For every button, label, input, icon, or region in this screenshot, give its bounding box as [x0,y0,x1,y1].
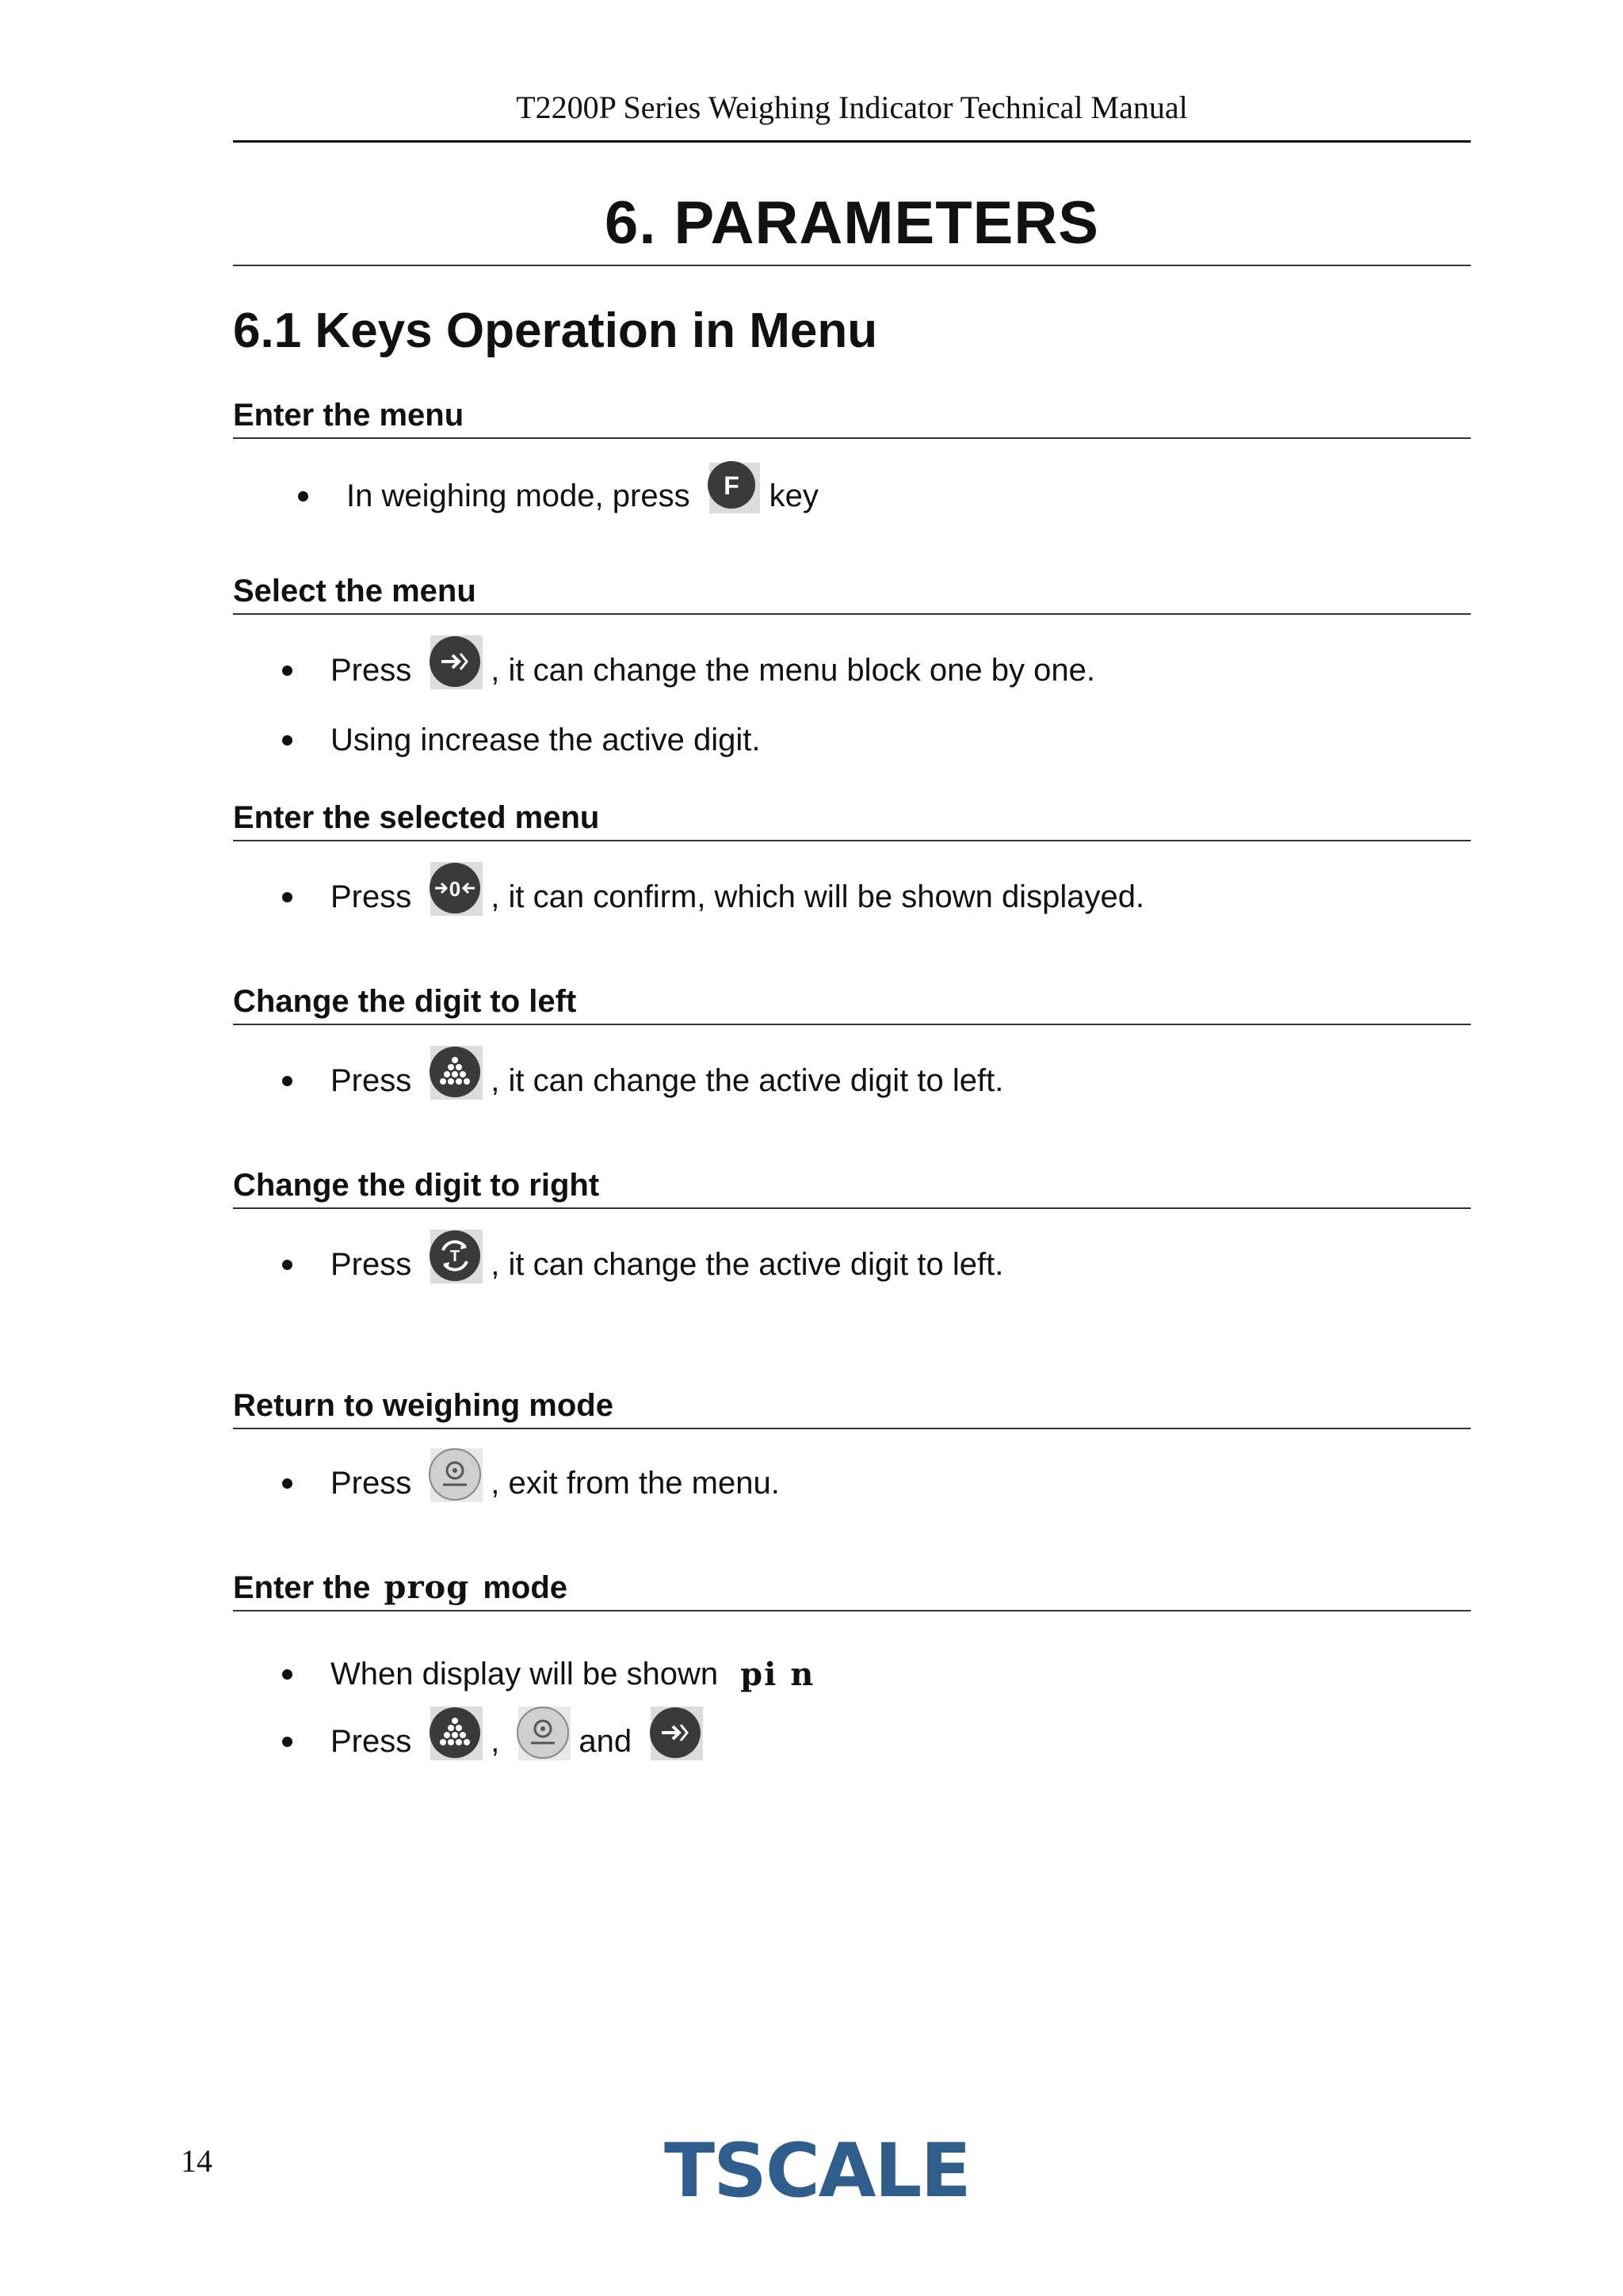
tscale-logo [664,2128,981,2207]
subheading-rule [233,1428,1471,1429]
instruction-text: , it can change the active digit to left. [491,1062,1004,1098]
instruction-text: Press [330,1246,412,1282]
list-item [282,650,1095,691]
svg-text:0: 0 [449,877,461,901]
subheading-rule [233,1610,1471,1611]
list-item [282,1244,1003,1285]
enter-arrow-key-icon [646,1703,705,1762]
bullet [282,1478,292,1489]
bullet [282,1737,292,1747]
instruction-text: , exit from the menu. [491,1465,780,1501]
subheading-select-menu: Select the menu [233,574,476,608]
count-key-icon [426,1043,484,1101]
list-item [282,723,761,758]
subheading-digit-left: Change the digit to left [233,984,577,1019]
subheading-digit-right: Change the digit to right [233,1168,600,1203]
chapter-title: 6. PARAMETERS [605,189,1099,257]
subheading-rule [233,1207,1471,1209]
bullet [282,1260,292,1270]
count-key-icon [426,1703,484,1762]
print-key-icon [514,1703,572,1762]
chapter-rule [233,265,1471,266]
subheading-rule [233,840,1471,841]
separator-text: and [579,1723,632,1759]
header-rule [233,140,1471,143]
svg-text:F: F [723,471,739,500]
subheading-prog-mode [233,1569,567,1606]
svg-text:TSCALE: TSCALE [664,2128,970,2207]
display-word-prog: prog [384,1569,470,1606]
subheading-enter-menu: Enter the menu [233,398,464,433]
bullet [282,1669,292,1680]
list-item [298,471,819,517]
list-item [282,876,1144,917]
subheading-rule [233,613,1471,615]
bullet [282,892,292,902]
instruction-text: key [769,478,819,513]
f-key-icon [705,458,763,517]
print-key-icon [426,1445,484,1504]
instruction-text: , it can change the active digit to left. [491,1246,1004,1282]
subheading-enter-selected: Enter the selected menu [233,800,600,835]
instruction-text: In weighing mode, press [346,478,690,513]
section-title: 6.1 Keys Operation in Menu [233,303,878,358]
list-item [282,1463,780,1504]
list-item [282,1721,711,1762]
svg-text:T: T [450,1248,460,1265]
heading-text: Enter the [233,1570,371,1605]
instruction-text: Press [330,1723,412,1759]
page-header: T2200P Series Weighing Indicator Technical Manual [516,90,1188,125]
subheading-rule [233,437,1471,439]
instruction-text: When display will be shown [330,1657,719,1691]
instruction-text: , it can change the menu block one by one. [491,652,1095,688]
bullet [298,491,308,502]
instruction-text: Press [330,1465,412,1501]
instruction-text: Press [330,1062,412,1098]
zero-key-icon [426,859,484,917]
instruction-text: Using increase the active digit. [330,723,761,757]
tare-cycle-key-icon [426,1226,484,1285]
page-number: 14 [181,2143,212,2179]
instruction-text: Press [330,652,412,688]
subheading-rule [233,1024,1471,1025]
heading-text: mode [483,1570,567,1605]
bullet [282,735,292,746]
instruction-text: Press [330,879,412,914]
separator-text: , [491,1723,500,1759]
display-word-pin: pi n [740,1656,815,1693]
list-item [282,1656,815,1693]
subheading-return-mode: Return to weighing mode [233,1388,613,1423]
enter-arrow-key-icon [426,632,484,691]
bullet [282,666,292,676]
instruction-text: , it can confirm, which will be shown displayed. [491,879,1145,914]
bullet [282,1076,292,1086]
list-item [282,1060,1003,1101]
